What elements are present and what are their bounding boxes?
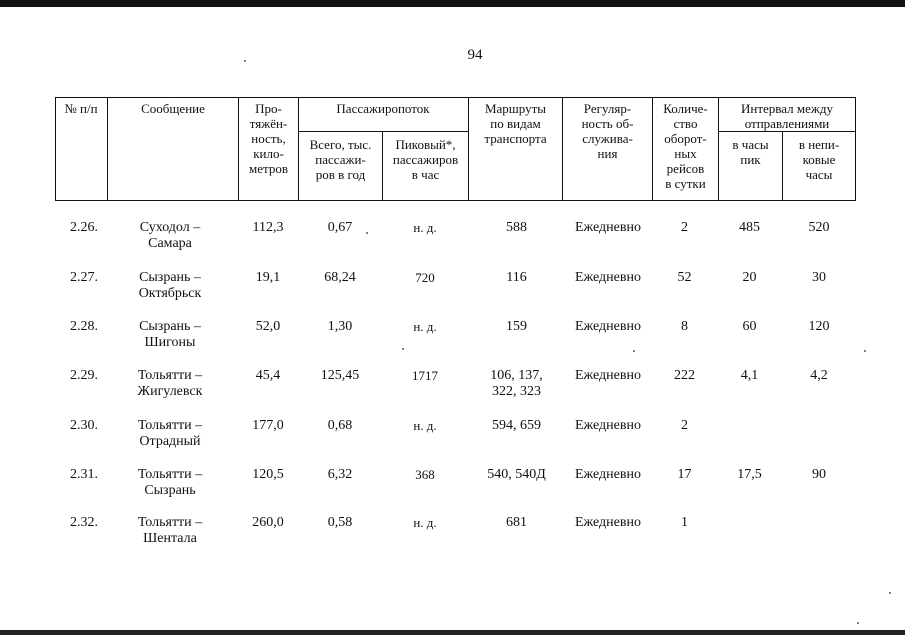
- cell-total: 68,24: [324, 270, 356, 285]
- cell-length: 260,0: [252, 515, 284, 530]
- cell-peak: н. д.: [413, 319, 437, 334]
- cell-num: 2.31.: [70, 467, 98, 482]
- table-row: [55, 467, 855, 507]
- cell-total: 6,32: [327, 467, 353, 482]
- cell-regularity: Ежедневно: [574, 467, 641, 482]
- cell-peak: н. д.: [413, 220, 437, 235]
- cell-routes: 106, 137, 322, 323: [490, 368, 543, 399]
- cell-peak: н. д.: [413, 515, 437, 530]
- cell-routes: 540, 540Д: [487, 467, 546, 482]
- cell-trips: 1: [681, 515, 688, 530]
- header-vline: [652, 97, 653, 201]
- cell-num: 2.30.: [70, 418, 98, 433]
- header-interval-peak: в часы пик: [732, 137, 769, 167]
- cell-length: 112,3: [252, 220, 284, 235]
- cell-length: 45,4: [255, 368, 281, 383]
- cell-routes: 116: [506, 270, 527, 285]
- header-vline: [782, 131, 783, 201]
- cell-peak: 1717: [412, 368, 438, 383]
- header-route: Сообщение: [141, 101, 205, 116]
- header-vline: [238, 97, 239, 201]
- top-border: [0, 0, 905, 7]
- header-regularity: Регуляр- ность об- служива- ния: [581, 101, 634, 161]
- cell-trips: 8: [681, 319, 688, 334]
- header-vline: [855, 97, 856, 201]
- table-row: [55, 220, 855, 260]
- cell-length: 52,0: [255, 319, 281, 334]
- cell-regularity: Ежедневно: [574, 515, 641, 530]
- cell-route: Тольятти – Шентала: [137, 515, 203, 546]
- cell-interval-offpeak: 520: [808, 220, 830, 235]
- table-row: [55, 418, 855, 458]
- cell-routes: 159: [506, 319, 527, 334]
- bottom-border: [0, 630, 905, 635]
- cell-interval-offpeak: 120: [808, 319, 830, 334]
- page-number: 94: [467, 47, 483, 63]
- header-vline: [107, 97, 108, 201]
- cell-total: 0,58: [327, 515, 353, 530]
- scan-speck: [857, 622, 859, 624]
- cell-regularity: Ежедневно: [574, 220, 641, 235]
- cell-peak: 720: [415, 270, 435, 285]
- cell-total: 0,67: [327, 220, 353, 235]
- cell-route: Сызрань – Октябрьск: [138, 270, 202, 301]
- scan-speck: [244, 60, 246, 62]
- cell-peak: 368: [415, 467, 435, 482]
- cell-interval-peak: 4,1: [740, 368, 759, 383]
- header-vline: [382, 131, 383, 201]
- cell-interval-peak: 485: [739, 220, 760, 235]
- cell-route: Тольятти – Отрадный: [137, 418, 203, 449]
- cell-regularity: Ежедневно: [574, 319, 641, 334]
- cell-length: 19,1: [255, 270, 281, 285]
- cell-regularity: Ежедневно: [574, 418, 641, 433]
- cell-interval-offpeak: 4,2: [810, 368, 828, 383]
- header-length: Про- тяжён- ность, кило- метров: [249, 101, 288, 176]
- cell-peak: н. д.: [413, 418, 437, 433]
- header-interval-offpeak: в непи- ковые часы: [798, 137, 840, 182]
- table-row: [55, 368, 855, 408]
- cell-length: 177,0: [252, 418, 284, 433]
- cell-trips: 17: [677, 467, 692, 482]
- header-top-line: [55, 97, 855, 98]
- cell-length: 120,5: [252, 467, 284, 482]
- scan-speck: [889, 592, 891, 594]
- cell-total: 1,30: [327, 319, 353, 334]
- cell-num: 2.27.: [70, 270, 98, 285]
- cell-total: 125,45: [320, 368, 360, 383]
- cell-interval-offpeak: 90: [812, 467, 826, 482]
- header-vline: [562, 97, 563, 201]
- cell-route: Тольятти – Жигулевск: [137, 368, 203, 399]
- cell-routes: 681: [506, 515, 527, 530]
- header-num: № п/п: [64, 101, 98, 116]
- header-bottom-line: [55, 200, 855, 201]
- header-vline: [468, 97, 469, 201]
- header-subdivider-interval: [718, 131, 855, 132]
- header-trips: Количе- ство оборот- ных рейсов в сутки: [663, 101, 708, 191]
- header-passenger-flow: Пассажиропоток: [336, 101, 430, 116]
- cell-route: Суходол – Самара: [139, 220, 201, 251]
- cell-interval-peak: 17,5: [737, 467, 762, 482]
- table-row: [55, 270, 855, 310]
- cell-trips: 2: [681, 418, 688, 433]
- cell-route: Сызрань – Шигоны: [139, 319, 201, 350]
- header-peak: Пиковый*, пассажиров в час: [392, 137, 459, 182]
- header-vline: [55, 97, 56, 201]
- cell-interval-peak: 20: [742, 270, 757, 285]
- cell-regularity: Ежедневно: [574, 368, 641, 383]
- cell-regularity: Ежедневно: [574, 270, 641, 285]
- cell-num: 2.32.: [70, 515, 98, 530]
- table-row: [55, 515, 855, 555]
- cell-num: 2.29.: [70, 368, 98, 383]
- cell-interval-peak: 60: [742, 319, 757, 334]
- header-vline: [718, 97, 719, 201]
- cell-trips: 2: [681, 220, 688, 235]
- cell-trips: 52: [677, 270, 692, 285]
- cell-num: 2.28.: [70, 319, 98, 334]
- header-vline: [298, 97, 299, 201]
- cell-total: 0,68: [327, 418, 353, 433]
- cell-routes: 594, 659: [492, 418, 541, 433]
- cell-routes: 588: [506, 220, 527, 235]
- cell-interval-offpeak: 30: [812, 270, 826, 285]
- header-total: Всего, тыс. пассажи- ров в год: [309, 137, 372, 182]
- table-row: [55, 319, 855, 359]
- cell-route: Тольятти – Сызрань: [137, 467, 203, 498]
- cell-num: 2.26.: [70, 220, 98, 235]
- header-interval: Интервал между отправлениями: [741, 101, 833, 131]
- header-routes: Маршруты по видам транспорта: [484, 101, 547, 146]
- scan-speck: [864, 350, 866, 352]
- cell-trips: 222: [674, 368, 695, 383]
- header-subdivider-flow: [298, 131, 468, 132]
